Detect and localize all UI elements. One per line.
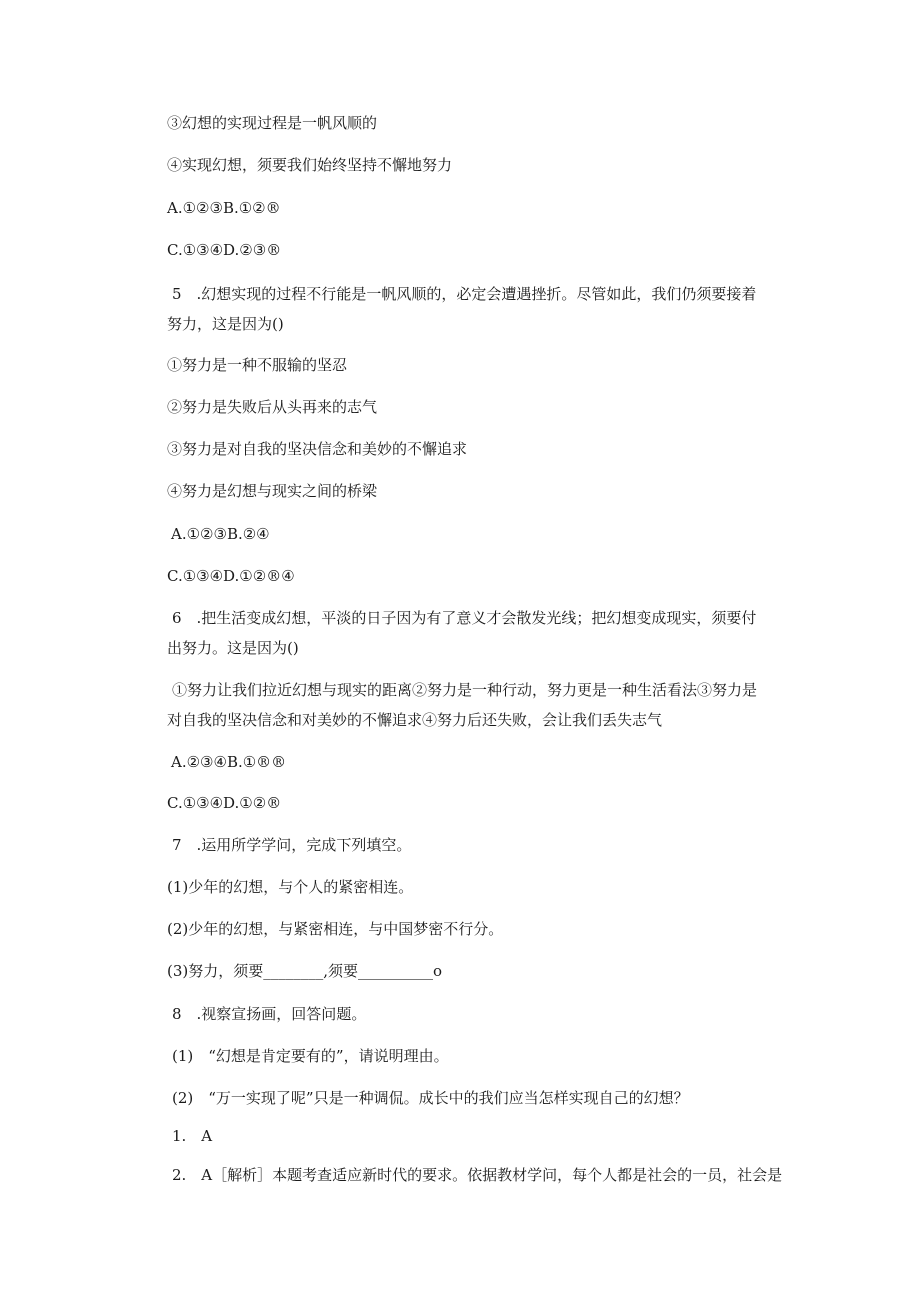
question-6-line-1: 6 .把生活变成幻想，平淡的日子因为有了意义才会散发光线；把幻想变成现实，须要付: [172, 609, 757, 627]
q8-item-1: (1) “幻想是肯定要有的”，请说明理由。: [172, 1047, 449, 1065]
q7-item-3: (3)努力，须要________,须要__________o: [167, 962, 443, 980]
answer-1: 1. A: [172, 1127, 213, 1145]
answer-choices-cd: C.①③④D.②③®: [167, 241, 282, 259]
option-line-3: ③幻想的实现过程是一帆风顺的: [167, 114, 378, 132]
option-line-4: ④实现幻想，须要我们始终坚持不懈地努力: [167, 156, 453, 174]
question-8: 8 .视察宣扬画，回答问题。: [172, 1005, 367, 1023]
answer-choices-ab: A.①②③B.①②®: [167, 199, 281, 217]
question-5-line-2: 努力，这是因为(): [167, 315, 284, 333]
q6-answer-choices-ab: A.②③④B.①®®: [171, 753, 287, 771]
q8-item-2: (2) “万一实现了呢”只是一种调侃。成长中的我们应当怎样实现自己的幻想？: [172, 1089, 689, 1107]
q7-item-1: (1)少年的幻想，与个人的紧密相连。: [167, 878, 414, 896]
q5-answer-choices-ab: A.①②③B.②④: [171, 525, 270, 543]
question-5-line-1: 5 .幻想实现的过程不行能是一帆风顺的，必定会遭遇挫折。尽管如此，我们仍须要接着: [172, 285, 757, 303]
q7-item-2: (2)少年的幻想，与紧密相连，与中国梦密不行分。: [167, 920, 504, 938]
answer-2: 2. A［解析］本题考查适应新时代的要求。依据教材学问，每个人都是社会的一员，社会是: [172, 1166, 783, 1184]
q5-option-2: ②努力是失败后从头再来的志气: [167, 398, 378, 416]
question-7: 7 .运用所学学问，完成下列填空。: [172, 836, 412, 854]
q5-option-3: ③努力是对自我的坚决信念和美妙的不懈追求: [167, 440, 468, 458]
q6-statements-line-2: 对自我的坚决信念和对美妙的不懈追求④努力后还失败，会让我们丢失志气: [167, 711, 663, 729]
q5-answer-choices-cd: C.①③④D.①②®④: [167, 567, 295, 585]
question-6-line-2: 出努力。这是因为(): [167, 639, 299, 657]
q6-statements-line-1: ①努力让我们拉近幻想与现实的距离②努力是一种行动，努力更是一种生活看法③努力是: [172, 681, 758, 699]
q5-option-1: ①努力是一种不服输的坚忍: [167, 356, 348, 374]
q5-option-4: ④努力是幻想与现实之间的桥梁: [167, 482, 378, 500]
q6-answer-choices-cd: C.①③④D.①②®: [167, 794, 282, 812]
